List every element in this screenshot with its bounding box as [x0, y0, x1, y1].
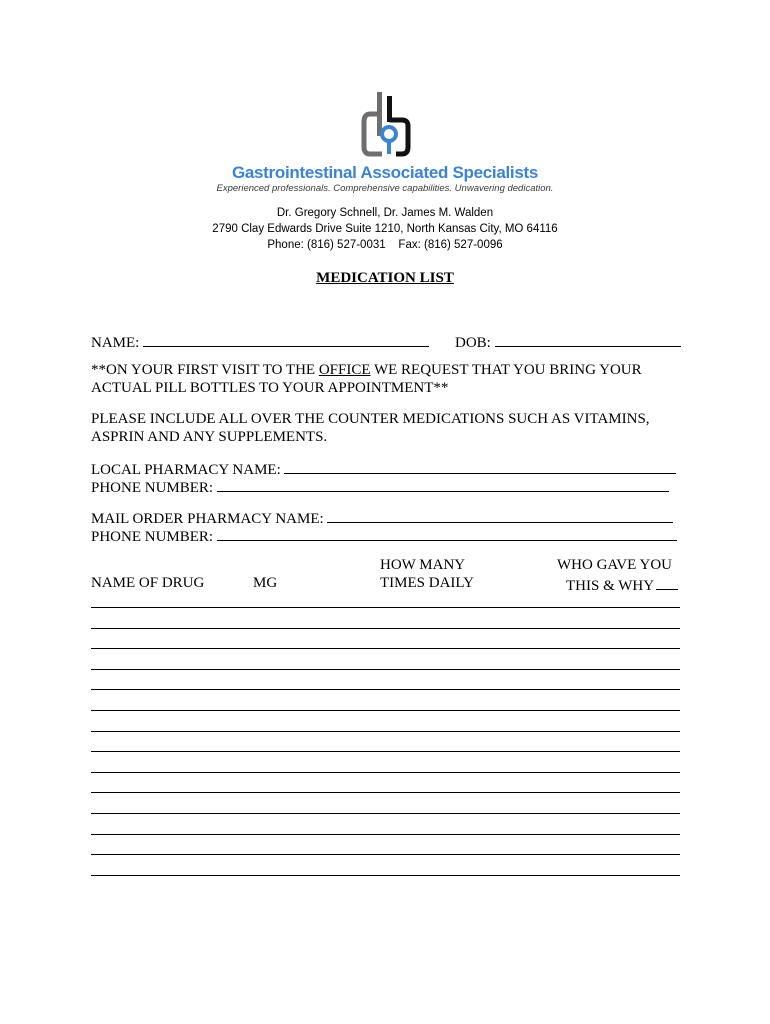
notice-line-2: ACTUAL PILL BOTTLES TO YOUR APPOINTMENT**	[91, 380, 449, 396]
name-row	[91, 332, 429, 352]
medication-row-line[interactable]	[91, 710, 680, 711]
medication-row-line[interactable]	[91, 875, 680, 876]
dob-row	[455, 332, 681, 352]
notice-line-1	[91, 362, 642, 379]
medication-row-line[interactable]	[91, 689, 680, 690]
medication-row-line[interactable]	[91, 834, 680, 835]
form-title: MEDICATION LIST	[316, 270, 454, 286]
medication-row-line[interactable]	[91, 854, 680, 855]
org-name: Gastrointestinal Associated Specialists	[231, 163, 539, 182]
local-pharmacy-field[interactable]	[284, 459, 676, 474]
local-phone-field[interactable]	[217, 477, 669, 492]
medication-row-line[interactable]	[91, 648, 680, 649]
col-mg-header: MG	[253, 575, 278, 591]
medication-row-line[interactable]	[91, 731, 680, 732]
local-pharmacy-label: LOCAL PHARMACY NAME:	[91, 462, 281, 478]
medication-row-line[interactable]	[91, 813, 680, 814]
dob-label: DOB:	[455, 335, 491, 351]
phone-fax-line: Phone: (816) 527-0031 Fax: (816) 527-0096	[267, 239, 503, 251]
col-drug-header: NAME OF DRUG	[91, 575, 205, 591]
mail-phone-label: PHONE NUMBER:	[91, 529, 214, 545]
medication-row-line[interactable]	[91, 628, 680, 629]
doctors-line: Dr. Gregory Schnell, Dr. James M. Walden	[276, 207, 494, 219]
medication-row-line[interactable]	[91, 772, 680, 773]
medication-row-line[interactable]	[91, 792, 680, 793]
mail-phone-row	[91, 526, 677, 546]
local-phone-row	[91, 477, 669, 497]
notice-text: **ON YOUR FIRST VISIT TO THE	[91, 362, 319, 378]
include-line-1: PLEASE INCLUDE ALL OVER THE COUNTER MEDICATIONS SUCH AS VITAMINS,	[91, 411, 650, 427]
name-label: NAME:	[91, 335, 140, 351]
mail-phone-field[interactable]	[217, 526, 677, 541]
name-field[interactable]	[143, 332, 429, 347]
col-who-header-2	[566, 575, 678, 595]
address-line: 2790 Clay Edwards Drive Suite 1210, North Kansas City, MO 64116	[212, 223, 558, 235]
medication-row-line[interactable]	[91, 669, 680, 670]
col-times-header-2: TIMES DAILY	[380, 575, 474, 591]
notice-office: OFFICE	[318, 362, 371, 378]
local-phone-label: PHONE NUMBER:	[91, 480, 214, 496]
local-pharmacy-row	[91, 459, 676, 479]
gi-specialists-logo-icon	[360, 92, 420, 167]
mail-pharmacy-label: MAIL ORDER PHARMACY NAME:	[91, 511, 324, 527]
col-who-underline	[656, 575, 678, 590]
col-times-header-1: HOW MANY	[380, 557, 466, 573]
mail-pharmacy-row	[91, 508, 673, 528]
dob-field[interactable]	[495, 332, 681, 347]
org-tagline: Experienced professionals. Comprehensive capabilities. Unwavering dedication.	[216, 183, 554, 194]
notice-text-end: WE REQUEST THAT YOU BRING YOUR	[370, 362, 642, 378]
medication-row-line[interactable]	[91, 607, 680, 608]
col-who-header-text: THIS & WHY	[566, 578, 655, 594]
mail-pharmacy-field[interactable]	[327, 508, 673, 523]
medication-row-line[interactable]	[91, 751, 680, 752]
col-who-header-1: WHO GAVE YOU	[557, 557, 672, 573]
include-line-2: ASPRIN AND ANY SUPPLEMENTS.	[91, 429, 328, 445]
